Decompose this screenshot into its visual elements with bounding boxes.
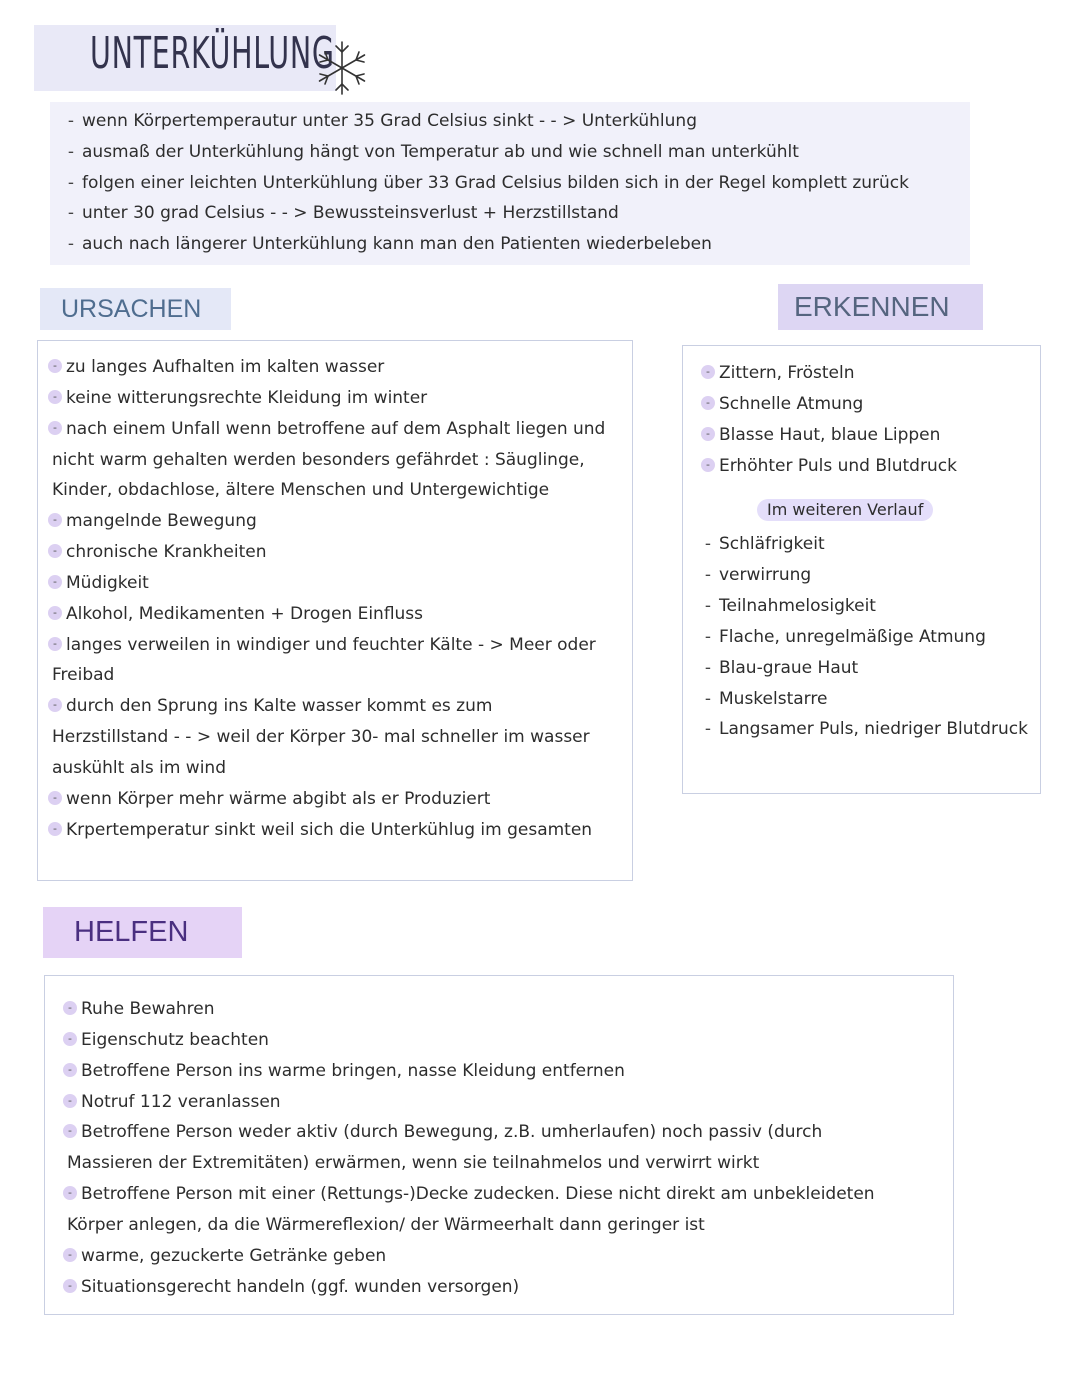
bullet-icon: - bbox=[63, 1248, 77, 1262]
list-item: - Erhöhter Puls und Blutdruck bbox=[701, 451, 1040, 482]
list-item: - mangelnde Bewegung bbox=[48, 506, 632, 537]
list-item: - zu langes Aufhalten im kalten wasser bbox=[48, 352, 632, 383]
intro-box bbox=[50, 102, 970, 265]
list-item: - verwirrung bbox=[704, 565, 812, 586]
bullet-icon: - bbox=[701, 365, 715, 379]
page-title: UNTERKÜHLUNG bbox=[90, 28, 335, 79]
list-item-continuation: Massieren der Extremitäten) erwärmen, wenn sie teilnahmelos und verwirrt wirkt bbox=[67, 1153, 760, 1174]
list-item-continuation: nicht warm gehalten werden besonders gefährdet : Säuglinge, bbox=[52, 449, 585, 470]
bullet-icon: - bbox=[63, 1001, 77, 1015]
list-item: - Betroffene Person ins warme bringen, nasse Kleidung entfernen bbox=[63, 1056, 953, 1087]
erkennen-box bbox=[682, 345, 1041, 794]
list-item: - Schnelle Atmung bbox=[701, 389, 1040, 420]
list-item: - Flache, unregelmäßige Atmung bbox=[704, 626, 986, 647]
list-item: - Muskelstarre bbox=[704, 688, 828, 709]
list-item: - Blasse Haut, blaue Lippen bbox=[701, 420, 1040, 451]
list-item: - Krpertemperatur sinkt weil sich die Unterkühlug im gesamten bbox=[48, 815, 632, 846]
bullet-icon: - bbox=[48, 575, 62, 589]
list-item: - langes verweilen in windiger und feuchter Kälte - > Meer oder bbox=[48, 630, 632, 661]
list-item: - Blau-graue Haut bbox=[704, 657, 859, 678]
bullet-icon: - bbox=[63, 1186, 77, 1200]
ursachen-box bbox=[37, 340, 633, 881]
bullet-icon: - bbox=[48, 359, 62, 373]
list-item: - Situationsgerecht handeln (ggf. wunden versorgen) bbox=[63, 1272, 953, 1303]
bullet-icon: - bbox=[48, 513, 62, 527]
list-item: - durch den Sprung ins Kalte wasser kommt es zum bbox=[48, 691, 632, 722]
subheading-pill: Im weiteren Verlauf bbox=[757, 499, 933, 521]
bullet-icon: - bbox=[63, 1279, 77, 1293]
intro-line: - unter 30 grad Celsius - - > Bewussteinsverlust + Herzstillstand bbox=[67, 203, 619, 224]
list-item: - chronische Krankheiten bbox=[48, 537, 632, 568]
list-item: - Zittern, Frösteln bbox=[701, 358, 1040, 389]
list-item-continuation: Kinder, obdachlose, ältere Menschen und Untergewichtige bbox=[52, 480, 550, 501]
intro-line: - auch nach längerer Unterkühlung kann man den Patienten wiederbeleben bbox=[67, 234, 712, 255]
list-item-continuation: auskühlt als im wind bbox=[52, 757, 226, 778]
list-item: - Ruhe Bewahren bbox=[63, 994, 953, 1025]
bullet-icon: - bbox=[701, 396, 715, 410]
bullet-icon: - bbox=[701, 427, 715, 441]
list-item: - Schläfrigkeit bbox=[704, 534, 825, 555]
bullet-icon: - bbox=[63, 1094, 77, 1108]
list-item: - Alkohol, Medikamenten + Drogen Einfluss bbox=[48, 599, 632, 630]
bullet-icon: - bbox=[48, 390, 62, 404]
list-item: - Langsamer Puls, niedriger Blutdruck bbox=[704, 719, 1028, 740]
list-item: - Betroffene Person weder aktiv (durch Bewegung, z.B. umherlaufen) noch passiv (durch bbox=[63, 1117, 953, 1148]
list-item: - Notruf 112 veranlassen bbox=[63, 1087, 953, 1118]
bullet-icon: - bbox=[48, 606, 62, 620]
list-item: - Müdigkeit bbox=[48, 568, 632, 599]
helfen-heading: HELFEN bbox=[43, 907, 242, 958]
list-item: - Teilnahmelosigkeit bbox=[704, 596, 876, 617]
bullet-icon: - bbox=[701, 458, 715, 472]
list-item: - Betroffene Person mit einer (Rettungs-)Decke zudecken. Diese nicht direkt am unbekleideten bbox=[63, 1179, 953, 1210]
bullet-icon: - bbox=[48, 637, 62, 651]
intro-line: - ausmaß der Unterkühlung hängt von Temperatur ab und wie schnell man unterkühlt bbox=[67, 141, 799, 162]
bullet-icon: - bbox=[63, 1032, 77, 1046]
list-item: - warme, gezuckerte Getränke geben bbox=[63, 1241, 953, 1272]
bullet-icon: - bbox=[48, 791, 62, 805]
helfen-box bbox=[44, 975, 954, 1315]
snowflake-icon bbox=[312, 38, 372, 98]
list-item-continuation: Herzstillstand - - > weil der Körper 30- mal schneller im wasser bbox=[52, 727, 590, 748]
list-item-continuation: Freibad bbox=[52, 665, 115, 686]
intro-line: - wenn Körpertemperautur unter 35 Grad Celsius sinkt - - > Unterkühlung bbox=[67, 111, 697, 131]
intro-line: - folgen einer leichten Unterkühlung über 33 Grad Celsius bilden sich in der Regel komplett zurück bbox=[67, 172, 909, 193]
bullet-icon: - bbox=[48, 544, 62, 558]
list-item: - keine witterungsrechte Kleidung im winter bbox=[48, 383, 632, 414]
list-item: - Eigenschutz beachten bbox=[63, 1025, 953, 1056]
erkennen-heading: ERKENNEN bbox=[778, 284, 983, 330]
bullet-icon: - bbox=[48, 822, 62, 836]
bullet-icon: - bbox=[63, 1063, 77, 1077]
ursachen-heading: URSACHEN bbox=[40, 288, 231, 330]
bullet-icon: - bbox=[63, 1124, 77, 1138]
list-item: - nach einem Unfall wenn betroffene auf dem Asphalt liegen und bbox=[48, 414, 632, 445]
list-item: - wenn Körper mehr wärme abgibt als er Produziert bbox=[48, 784, 632, 815]
bullet-icon: - bbox=[48, 421, 62, 435]
list-item-continuation: Körper anlegen, da die Wärmereflexion/ der Wärmeerhalt dann geringer ist bbox=[67, 1214, 705, 1235]
bullet-icon: - bbox=[48, 698, 62, 712]
